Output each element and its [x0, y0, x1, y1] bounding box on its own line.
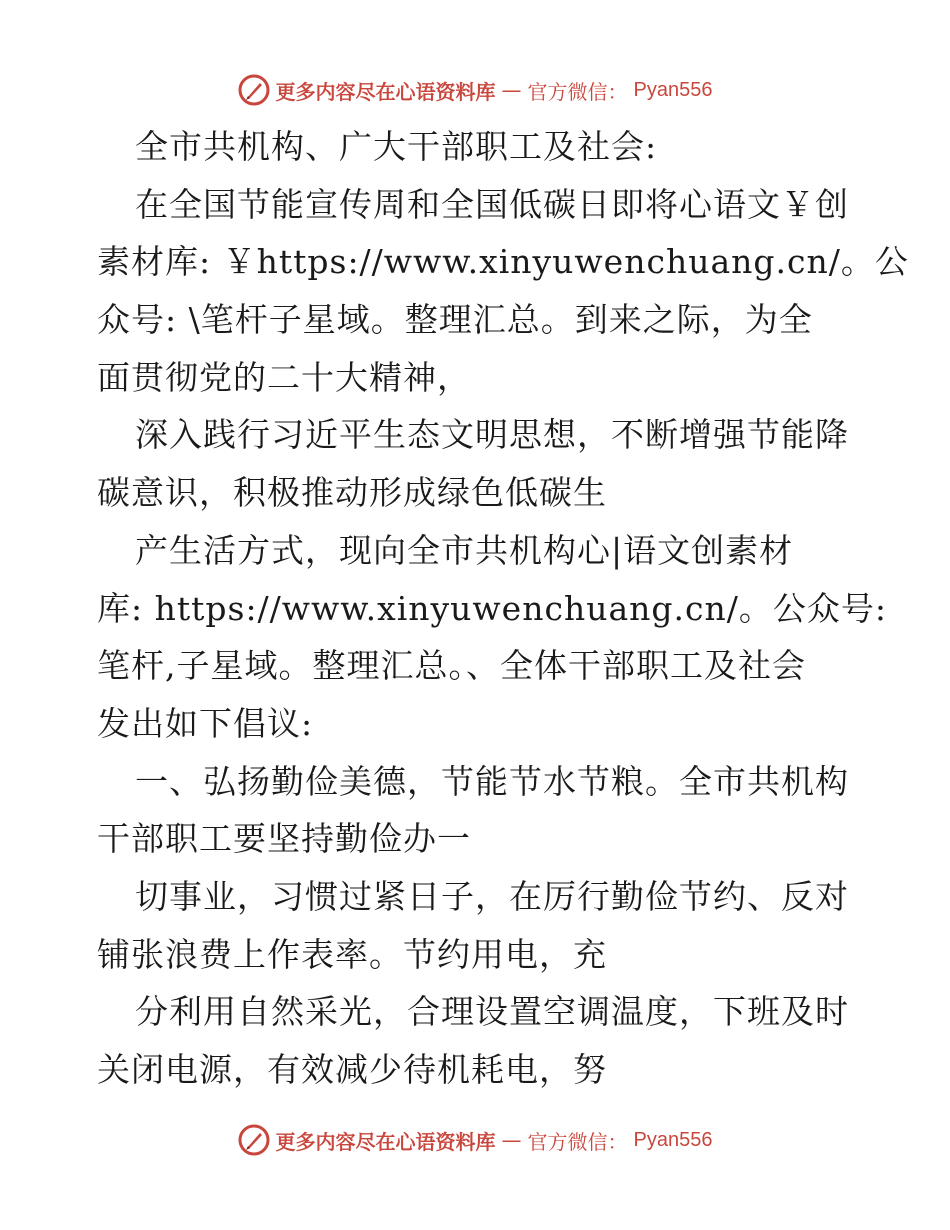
text-line: 分利用自然采光，合理设置空调温度，下班及时 [135, 992, 849, 1032]
footer-banner [0, 1120, 950, 1160]
quill-logo-icon [238, 1124, 270, 1156]
banner-wechat-label: 官方微信： [527, 1129, 628, 1154]
text-line: 干部职工要坚持勤俭办一 [97, 819, 471, 859]
text-line: 铺张浪费上作表率。节约用电，充 [97, 934, 607, 974]
text-line: 库: https://www.xinyuwenchuang.cn/。公众号: [97, 588, 887, 628]
text-line: 碳意识，积极推动形成绿色低碳生 [97, 473, 607, 513]
banner-brand-text: 更多内容尽在心语资料库 [275, 1129, 496, 1154]
text-line: 全市共机构、广大干部职工及社会: [135, 127, 658, 166]
text-line: 一、弘扬勤俭美德，节能节水节粮。全市共机构 [135, 761, 849, 801]
document-body [97, 118, 909, 1099]
banner-brand-text: 更多内容尽在心语资料库 [275, 79, 496, 104]
text-line: 产生活方式，现向全市共机构心|语文创素材 [135, 530, 794, 570]
text-line: 在全国节能宣传周和全国低碳日即将心语文￥创 [135, 184, 849, 224]
quill-logo-icon [238, 74, 270, 106]
banner-wechat-id: Pyan556 [633, 78, 713, 101]
text-line: 众号: \笔杆子星域。整理汇总。到来之际，为全 [97, 300, 813, 340]
header-banner [0, 70, 950, 110]
banner-dash: — [501, 1128, 522, 1152]
text-line: 发出如下倡议: [97, 703, 314, 743]
text-line: 素材库: ￥https://www.xinyuwenchuang.cn/。公 [97, 242, 909, 282]
banner-wechat-id: Pyan556 [633, 1128, 713, 1151]
banner-dash: — [501, 78, 522, 102]
text-line: 面贯彻党的二十大精神， [97, 357, 471, 397]
text-line: 关闭电源，有效减少待机耗电，努 [97, 1050, 607, 1089]
text-line: 笔杆,子星域。整理汇总。、全体干部职工及社会 [97, 646, 806, 686]
banner-wechat-label: 官方微信： [527, 79, 628, 104]
text-line: 切事业，习惯过紧日子，在厉行勤俭节约、反对 [135, 876, 849, 916]
text-line: 深入践行习近平生态文明思想，不断增强节能降 [135, 415, 849, 455]
